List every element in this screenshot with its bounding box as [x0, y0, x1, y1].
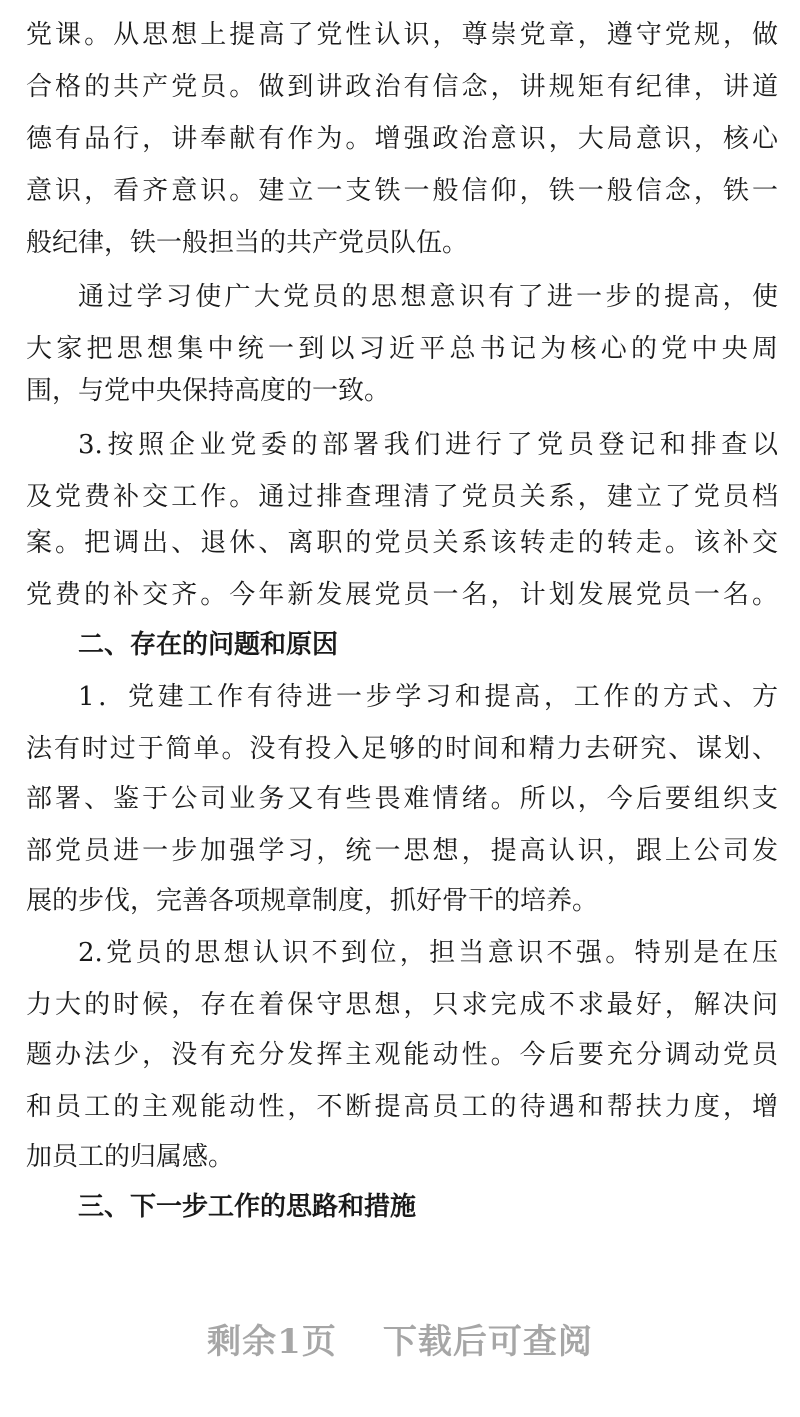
download-notice[interactable]	[0, 1312, 800, 1372]
text-line: 部署、鉴于公司业务又有些畏难情绪。所以，今后要组织支	[26, 784, 778, 814]
section-heading-next-steps: 三、下一步工作的思路和措施	[78, 1192, 417, 1222]
text-line: 1．党建工作有待进一步学习和提高，工作的方式、方	[78, 682, 778, 712]
text-line: 通过学习使广大党员的思想意识有了进一步的提高，使	[78, 282, 778, 312]
text-line: 德有品行，讲奉献有作为。增强政治意识，大局意识，核心	[26, 124, 778, 154]
remaining-pages-label: 剩余1页	[207, 1322, 337, 1362]
text-line: 力大的时候，存在着保守思想，只求完成不求最好，解决问	[26, 990, 778, 1020]
text-line: 法有时过于简单。没有投入足够的时间和精力去研究、谋划、	[26, 734, 778, 764]
text-line: 意识，看齐意识。建立一支铁一般信仰，铁一般信念，铁一	[26, 176, 778, 206]
text-line: 围，与党中央保持高度的一致。	[26, 376, 391, 406]
section-heading-problems: 二、存在的问题和原因	[78, 630, 339, 660]
text-line: 部党员进一步加强学习，统一思想，提高认识，跟上公司发	[26, 836, 778, 866]
text-line: 及党费补交工作。通过排查理清了党员关系，建立了党员档	[26, 482, 778, 512]
download-to-view-label: 下载后可查阅	[382, 1322, 593, 1362]
text-line: 和员工的主观能动性，不断提高员工的待遇和帮扶力度，增	[26, 1092, 778, 1122]
text-line: 般纪律，铁一般担当的共产党员队伍。	[26, 228, 469, 258]
text-line: 2.党员的思想认识不到位，担当意识不强。特别是在压	[78, 938, 778, 968]
text-line: 合格的共产党员。做到讲政治有信念，讲规矩有纪律，讲道	[26, 72, 778, 102]
text-line: 3.按照企业党委的部署我们进行了党员登记和排查以	[78, 430, 778, 460]
text-line: 题办法少，没有充分发挥主观能动性。今后要充分调动党员	[26, 1040, 778, 1070]
text-line: 党课。从思想上提高了党性认识，尊崇党章，遵守党规，做	[26, 20, 778, 50]
text-line: 加员工的归属感。	[26, 1142, 235, 1172]
text-line: 展的步伐，完善各项规章制度，抓好骨干的培养。	[26, 886, 599, 916]
text-line: 案。把调出、退休、离职的党员关系该转走的转走。该补交	[26, 528, 778, 558]
text-line: 大家把思想集中统一到以习近平总书记为核心的党中央周	[26, 334, 778, 364]
text-line: 党费的补交齐。今年新发展党员一名，计划发展党员一名。	[26, 580, 778, 610]
